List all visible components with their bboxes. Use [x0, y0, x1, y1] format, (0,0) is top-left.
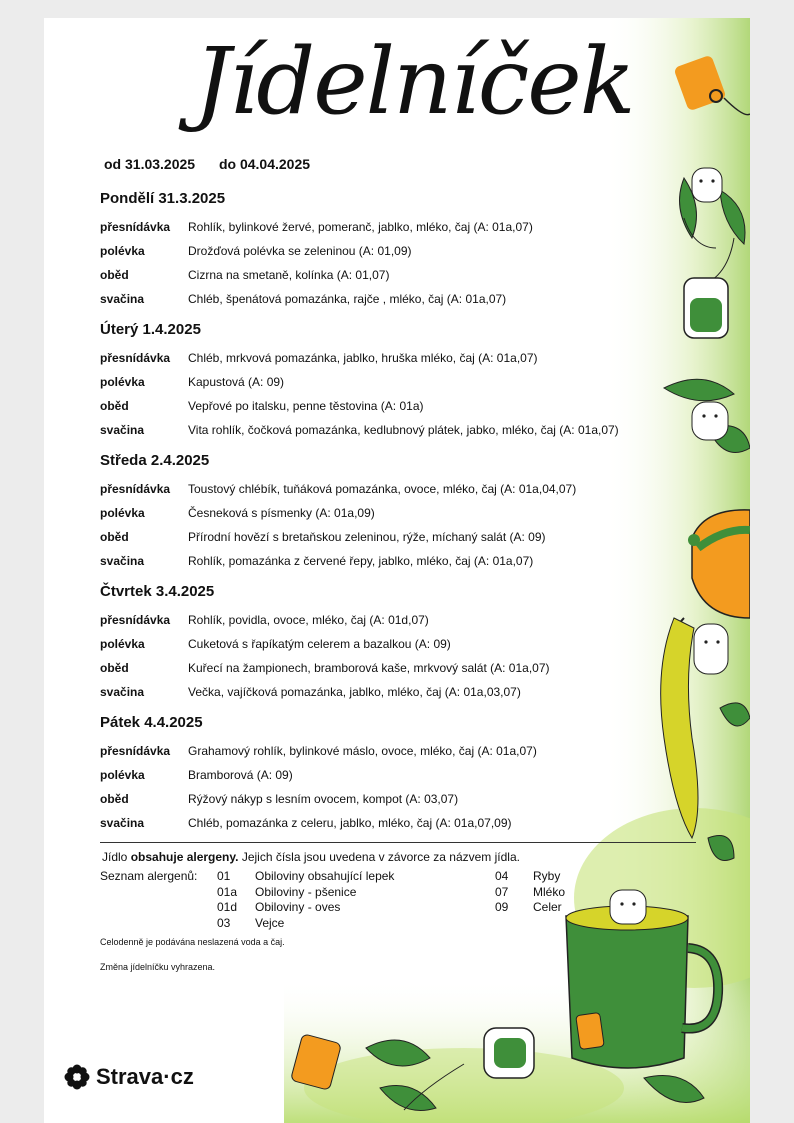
meal-text: Chléb, mrkvová pomazánka, jablko, hruška mléko, čaj (A: 01a,07) — [188, 351, 538, 365]
allergen-code: 07 — [495, 884, 509, 899]
meal-label: polévka — [100, 506, 145, 520]
meal-label: oběd — [100, 399, 129, 413]
page-title: Jídelníček — [194, 28, 634, 135]
meal-row — [100, 370, 740, 394]
date-to: do 04.04.2025 — [218, 156, 311, 172]
meal-row — [100, 525, 740, 549]
meal-row — [100, 239, 740, 263]
allergen-code: 09 — [495, 900, 509, 914]
meal-label: oběd — [100, 792, 129, 806]
meal-label: svačina — [100, 554, 145, 568]
allergen-codes-right — [495, 869, 508, 916]
meal-label: polévka — [100, 768, 145, 782]
day-title: Čtvrtek 3.4.2025 — [100, 583, 215, 600]
meal-row — [100, 739, 740, 763]
date-range — [104, 156, 330, 172]
date-from: od 31.03.2025 — [104, 156, 196, 172]
allergen-note-prefix: Jídlo — [102, 850, 131, 864]
meal-label: svačina — [100, 685, 145, 699]
meal-row — [100, 549, 740, 573]
meal-text: Chléb, špenátová pomazánka, rajče , mléko, čaj (A: 01a,07) — [188, 292, 507, 306]
logo-text: Strava·cz — [96, 1064, 194, 1089]
strava-logo[interactable] — [64, 1064, 194, 1090]
divider — [100, 842, 696, 843]
day-title: Pátek 4.4.2025 — [100, 714, 203, 731]
meal-text: Rýžový nákyp s lesním ovocem, kompot (A: 03,07) — [188, 792, 459, 806]
meal-label: přesnídávka — [100, 220, 171, 234]
meal-text: Chléb, pomazánka z celeru, jablko, mléko, čaj (A: 01a,07,09) — [188, 816, 512, 830]
allergen-note — [102, 850, 520, 864]
allergen-code: 01d — [217, 900, 238, 914]
meal-row — [100, 263, 740, 287]
meal-row — [100, 215, 740, 239]
day-title: Středa 2.4.2025 — [100, 452, 210, 469]
meal-text: Bramborová (A: 09) — [188, 768, 293, 782]
meal-text: Kuřecí na žampionech, bramborová kaše, mrkvový salát (A: 01a,07) — [188, 661, 550, 675]
allergen-name: Obiloviny - oves — [255, 900, 341, 914]
meal-row — [100, 501, 740, 525]
meal-text: Kapustová (A: 09) — [188, 375, 285, 389]
allergen-names-left — [255, 869, 394, 931]
meal-text: Toustový chlébík, tuňáková pomazánka, ovoce, mléko, čaj (A: 01a,04,07) — [188, 482, 577, 496]
meal-text: Cizrna na smetaně, kolínka (A: 01,07) — [188, 268, 390, 282]
day-block-tuesday — [100, 321, 740, 442]
meal-row — [100, 763, 740, 787]
title-area — [194, 28, 634, 176]
meal-label: polévka — [100, 375, 145, 389]
menu-change-note: Změna jídelníčku vyhrazena. — [100, 962, 216, 972]
meal-row — [100, 346, 740, 370]
meal-row — [100, 632, 740, 656]
allergen-note-suffix: Jejich čísla jsou uvedena v závorce za názvem jídla. — [238, 850, 520, 864]
menu-page — [44, 18, 750, 1123]
allergen-code: 04 — [495, 869, 509, 883]
allergen-name: Obiloviny obsahující lepek — [255, 869, 395, 883]
allergen-name: Ryby — [533, 869, 561, 883]
day-block-friday — [100, 714, 740, 835]
meal-text: Večka, vajíčková pomazánka, jablko, mléko, čaj (A: 01a,03,07) — [188, 685, 521, 699]
water-tea-note: Celodenně je podávána neslazená voda a čaj. — [100, 937, 285, 947]
allergen-code: 03 — [217, 915, 231, 930]
meal-label: svačina — [100, 292, 145, 306]
meal-row — [100, 418, 740, 442]
allergen-name: Vejce — [255, 915, 285, 930]
flower-icon — [64, 1064, 90, 1090]
allergen-code: 01a — [217, 884, 238, 899]
meal-row — [100, 656, 740, 680]
meal-row — [100, 287, 740, 311]
allergen-list-label: Seznam alergenů: — [100, 869, 198, 883]
meal-label: přesnídávka — [100, 482, 171, 496]
meal-label: přesnídávka — [100, 613, 171, 627]
meal-label: oběd — [100, 530, 129, 544]
meal-label: svačina — [100, 423, 145, 437]
meal-label: oběd — [100, 268, 129, 282]
meal-text: Drožďová polévka se zeleninou (A: 01,09) — [188, 244, 412, 258]
allergen-name: Obiloviny - pšenice — [255, 884, 357, 899]
meal-label: polévka — [100, 637, 145, 651]
day-title: Úterý 1.4.2025 — [100, 321, 201, 338]
meal-text: Česneková s písmenky (A: 01a,09) — [188, 506, 375, 520]
meal-label: oběd — [100, 661, 129, 675]
meal-row — [100, 787, 740, 811]
meal-label: přesnídávka — [100, 744, 171, 758]
meal-text: Cuketová s řapíkatým celerem a bazalkou (A: 09) — [188, 637, 451, 651]
day-title: Pondělí 31.3.2025 — [100, 190, 226, 207]
meal-row — [100, 394, 740, 418]
allergen-codes-left — [217, 869, 237, 931]
meal-label: svačina — [100, 816, 145, 830]
meal-text: Rohlík, pomazánka z červené řepy, jablko, mléko, čaj (A: 01a,07) — [188, 554, 534, 568]
meal-text: Grahamový rohlík, bylinkové máslo, ovoce, mléko, čaj (A: 01a,07) — [188, 744, 537, 758]
allergen-code: 01 — [217, 869, 231, 883]
allergen-name: Mléko — [533, 884, 566, 899]
day-block-wednesday — [100, 452, 740, 573]
allergen-names-right — [533, 869, 565, 916]
meal-row — [100, 811, 740, 835]
meal-text: Rohlík, bylinkové žervé, pomeranč, jablko, mléko, čaj (A: 01a,07) — [188, 220, 533, 234]
meal-row — [100, 680, 740, 704]
meal-label: přesnídávka — [100, 351, 171, 365]
meal-text: Vepřové po italsku, penne těstovina (A: 01a) — [188, 399, 424, 413]
day-block-monday — [100, 190, 740, 311]
allergen-name: Celer — [533, 900, 562, 914]
allergen-note-bold: obsahuje alergeny. — [130, 850, 239, 864]
meal-label: polévka — [100, 244, 145, 258]
meal-text: Vita rohlík, čočková pomazánka, kedlubnový plátek, jabko, mléko, čaj (A: 01a,07) — [188, 423, 619, 437]
meal-text: Přírodní hovězí s bretaňskou zeleninou, rýže, míchaný salát (A: 09) — [188, 530, 546, 544]
meal-text: Rohlík, povidla, ovoce, mléko, čaj (A: 01d,07) — [188, 613, 429, 627]
day-block-thursday — [100, 583, 740, 704]
meal-row — [100, 608, 740, 632]
meal-row — [100, 477, 740, 501]
